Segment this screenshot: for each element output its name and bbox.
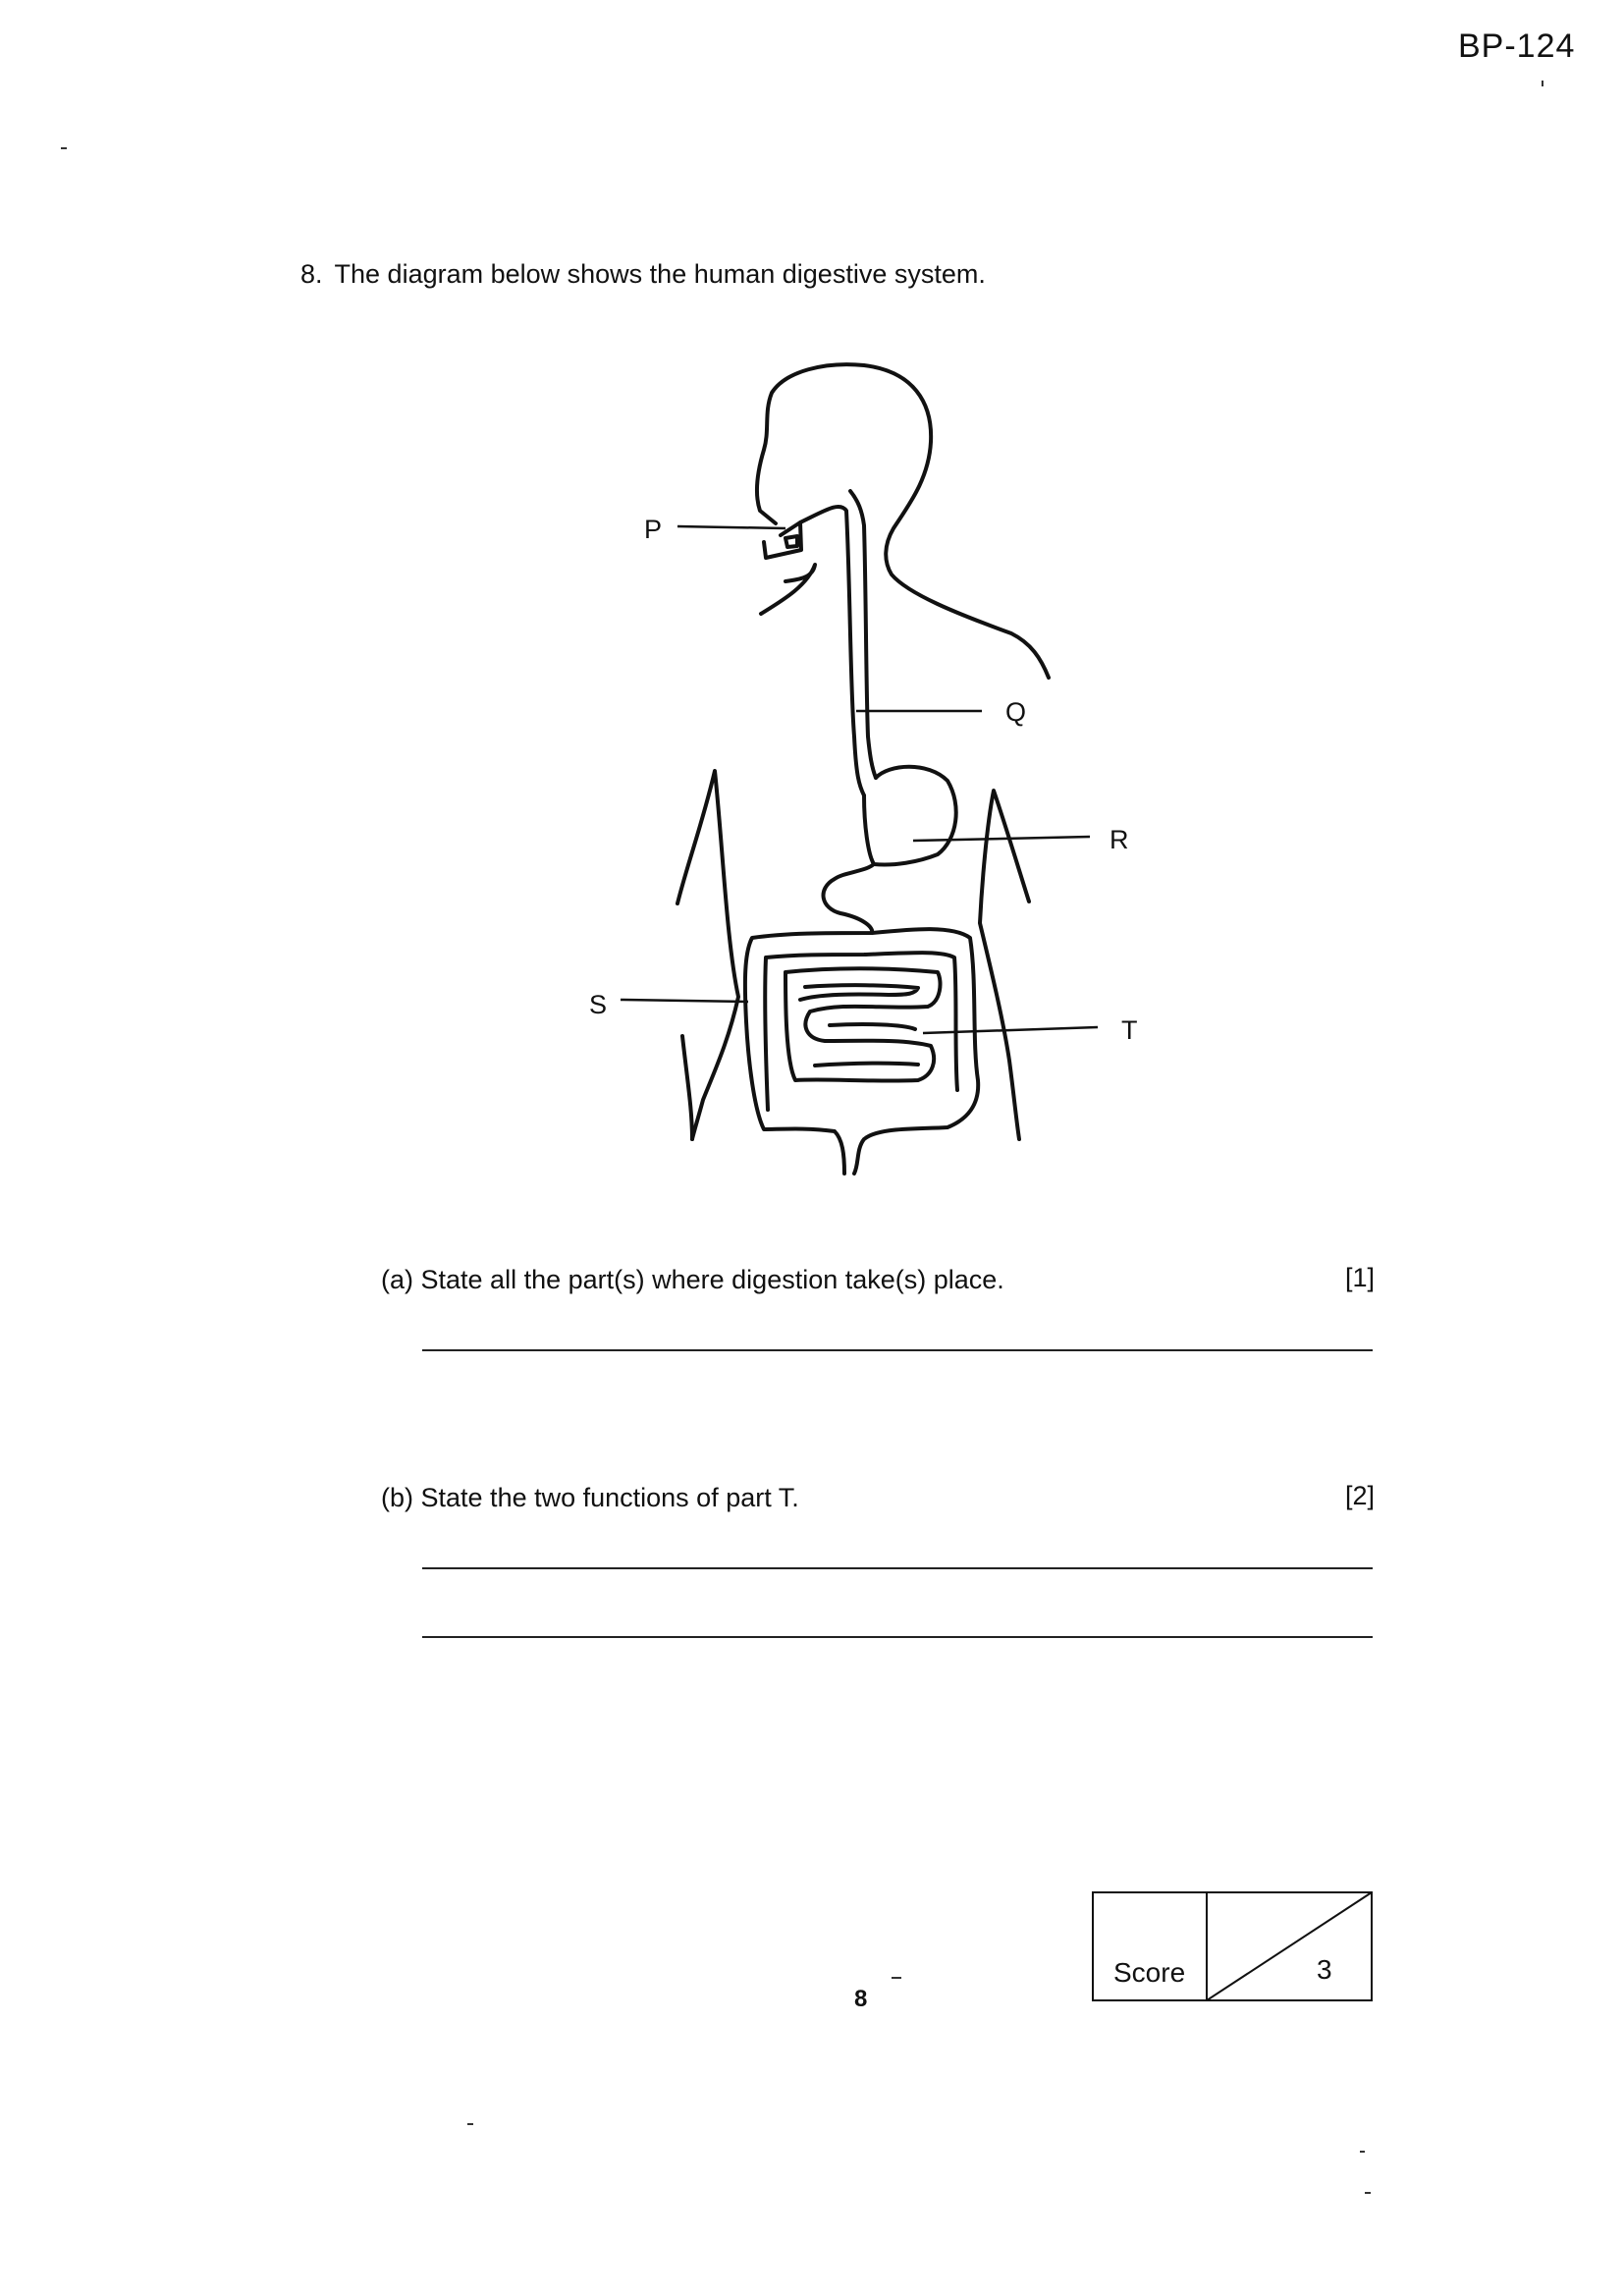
document-code: BP-124 bbox=[1458, 27, 1576, 65]
scan-speck bbox=[1542, 81, 1543, 86]
part-a-label: (a) bbox=[381, 1265, 413, 1294]
question-number: 8. bbox=[300, 259, 323, 289]
label-s: S bbox=[589, 990, 608, 1019]
scan-speck bbox=[1365, 2192, 1371, 2194]
stomach-outline bbox=[864, 767, 956, 865]
large-intestine-inner bbox=[765, 953, 957, 1110]
part-b-answer-line-2[interactable] bbox=[422, 1636, 1373, 1638]
small-intestine-coils-inner bbox=[800, 985, 918, 1066]
label-q: Q bbox=[1005, 697, 1027, 727]
part-b-label: (b) bbox=[381, 1483, 413, 1512]
part-a-answer-line[interactable] bbox=[422, 1349, 1373, 1351]
large-intestine-outline bbox=[745, 929, 978, 1174]
chin-outline bbox=[761, 565, 815, 614]
part-a-prompt bbox=[381, 1265, 1004, 1295]
leader-line-s bbox=[621, 1000, 748, 1002]
label-p: P bbox=[644, 515, 663, 544]
part-a-marks: [1] bbox=[1345, 1263, 1376, 1292]
scan-speck bbox=[1360, 2151, 1365, 2153]
score-total: 3 bbox=[1317, 1954, 1332, 1985]
part-b-answer-line-1[interactable] bbox=[422, 1567, 1373, 1569]
oesophagus-left-wall bbox=[800, 507, 864, 795]
scan-speck bbox=[61, 147, 67, 149]
leader-line-p bbox=[677, 526, 785, 528]
part-b-prompt bbox=[381, 1483, 799, 1513]
part-b-text: State the two functions of part T. bbox=[420, 1483, 799, 1512]
score-label: Score bbox=[1113, 1957, 1186, 1988]
scan-speck bbox=[467, 2123, 473, 2125]
part-a-text: State all the part(s) where digestion take(s) place. bbox=[420, 1265, 1004, 1294]
torso-right bbox=[980, 791, 1029, 1139]
torso-left-lower bbox=[682, 1036, 692, 1139]
leader-line-t bbox=[923, 1027, 1098, 1033]
tongue-outline bbox=[785, 536, 797, 547]
label-r: R bbox=[1110, 825, 1129, 854]
question-text: The diagram below shows the human digestive system. bbox=[334, 259, 986, 289]
leader-line-r bbox=[913, 837, 1090, 841]
page-number-dash bbox=[892, 1977, 901, 1979]
duodenum-outline bbox=[824, 864, 874, 933]
page-number: 8 bbox=[854, 1986, 868, 2012]
part-b-marks: [2] bbox=[1345, 1481, 1376, 1510]
label-t: T bbox=[1121, 1015, 1138, 1045]
